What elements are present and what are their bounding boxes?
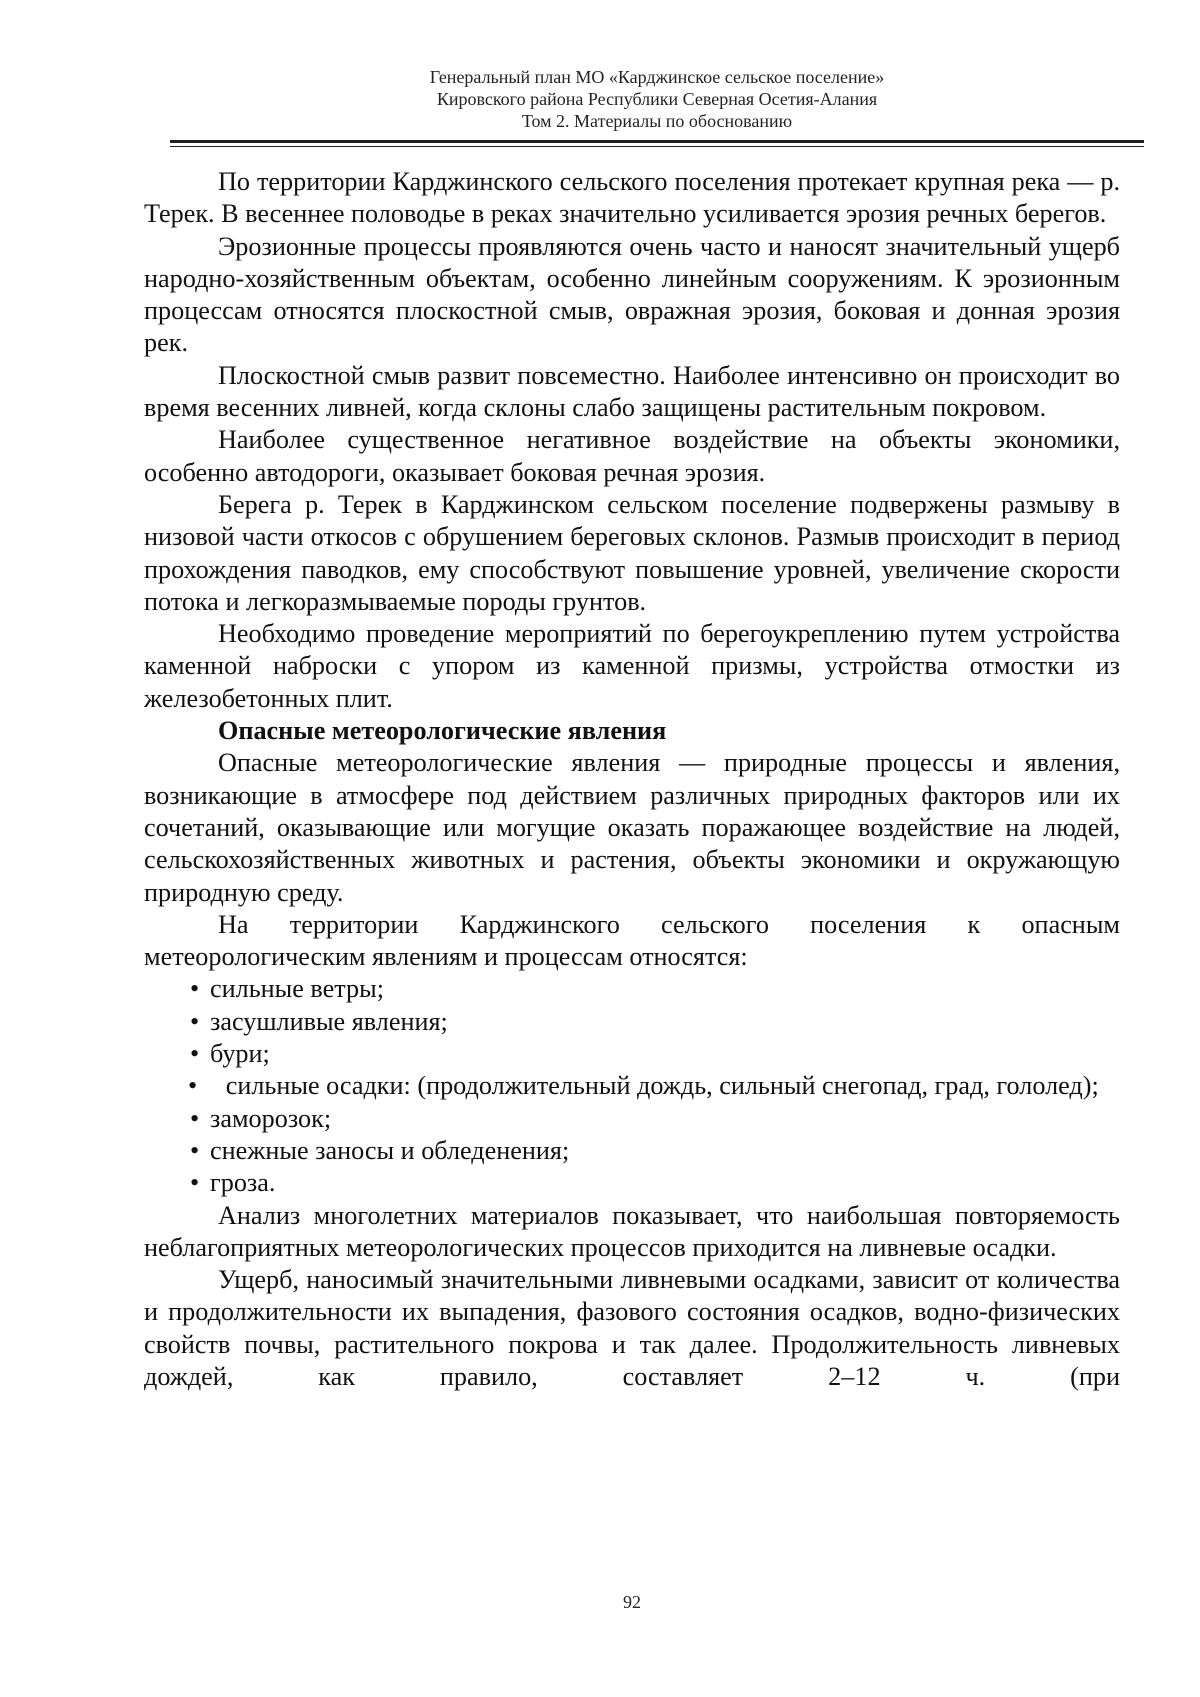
header-line-1: Генеральный план МО «Карджинское сельское поселение» xyxy=(429,67,885,87)
bullet-icon: • xyxy=(188,1071,198,1101)
bullet-icon: • xyxy=(190,1135,200,1165)
paragraph: Наиболее существенное негативное воздействие на объекты экономики, особенно автодороги, оказывает боковая речная эрозия. xyxy=(144,425,1120,487)
paragraph: Опасные метеорологические явления — природные процессы и явления, возникающие в атмосфере под действием различных природных факторов или их сочетаний, оказывающие или могущие оказать поражающее воздействие на людей, сельскохозяйственных животных и растения, объекты экономики и окружающую природную среду. xyxy=(144,748,1120,907)
bullet-icon: • xyxy=(190,1006,200,1036)
paragraph: Берега р. Терек в Карджинском сельском поселение подвержены размыву в низовой части откосов с обрушением береговых склонов. Размыв происходит в период прохождения паводков, ему способствуют повышение уровней, увеличение скорости потока и легкоразмываемые породы грунтов. xyxy=(144,489,1120,616)
header-rule-thick xyxy=(170,140,1144,143)
bullet-icon: • xyxy=(190,974,200,1004)
header-rule-thin xyxy=(170,146,1144,147)
paragraph: Плоскостной смыв развит повсеместно. Наиболее интенсивно он происходит во время весенних ливней, когда склоны слабо защищены растительным покровом. xyxy=(144,360,1120,423)
list-item-text: сильные осадки: (продолжительный дождь, сильный снегопад, град, гололед); xyxy=(225,1071,1099,1101)
paragraph: Анализ многолетних материалов показывает, что наибольшая повторяемость неблагоприятных метеорологических процессов приходится на ливневые осадки. xyxy=(144,1200,1120,1262)
paragraph: По территории Карджинского сельского поселения протекает крупная река — р. Терек. В весеннее половодье в реках значительно усиливается эрозия речных берегов. xyxy=(144,167,1120,229)
list-item xyxy=(144,1070,1120,1102)
list-item-text: сильные ветры; xyxy=(210,974,384,1004)
section-heading: Опасные метеорологические явления xyxy=(218,716,667,746)
header-line-3: Том 2. Материалы по обоснованию xyxy=(521,111,793,131)
list-item-text: заморозок; xyxy=(210,1103,332,1133)
list-item xyxy=(144,1103,1120,1135)
list-item-text: засушливые явления; xyxy=(210,1006,448,1036)
list-item-text: бури; xyxy=(210,1039,270,1069)
bullet-icon: • xyxy=(190,1168,200,1198)
body-text xyxy=(144,166,1120,1393)
bullet-list xyxy=(144,973,1120,1199)
running-header xyxy=(170,66,1144,132)
paragraph: Необходимо проведение мероприятий по берегоукреплению путем устройства каменной наброски с упором из каменной призмы, устройства отмостки из железобетонных плит. xyxy=(144,619,1120,713)
page-number: 92 xyxy=(623,1592,641,1612)
list-item xyxy=(144,1135,1120,1167)
list-item-text: снежные заносы и обледенения; xyxy=(210,1135,570,1165)
paragraph: Ущерб, наносимый значительными ливневыми осадками, зависит от количества и продолжительности их выпадения, фазового состояния осадков, водно-физических свойств почвы, растительного покрова и так далее. Продолжительность ливневых дождей, как правило, составляет 2–12 ч. (при xyxy=(144,1265,1120,1391)
list-item xyxy=(144,1167,1120,1199)
paragraph: Эрозионные процессы проявляются очень часто и наносят значительный ущерб народно-хозяйственным объектам, особенно линейным сооружениям. К эрозионным процессам относятся плоскостной смыв, овражная эрозия, боковая и донная эрозия рек. xyxy=(144,231,1120,358)
list-item xyxy=(144,973,1120,1005)
list-item xyxy=(144,1006,1120,1038)
bullet-icon: • xyxy=(190,1039,200,1069)
list-item xyxy=(144,1038,1120,1070)
paragraph: На территории Карджинского сельского поселения к опасным метеорологическим явлениям и процессам относятся: xyxy=(144,909,1120,972)
bullet-icon: • xyxy=(190,1103,200,1133)
header-line-2: Кировского района Республики Северная Осетия-Алания xyxy=(436,89,878,109)
list-item-text: гроза. xyxy=(210,1168,276,1198)
